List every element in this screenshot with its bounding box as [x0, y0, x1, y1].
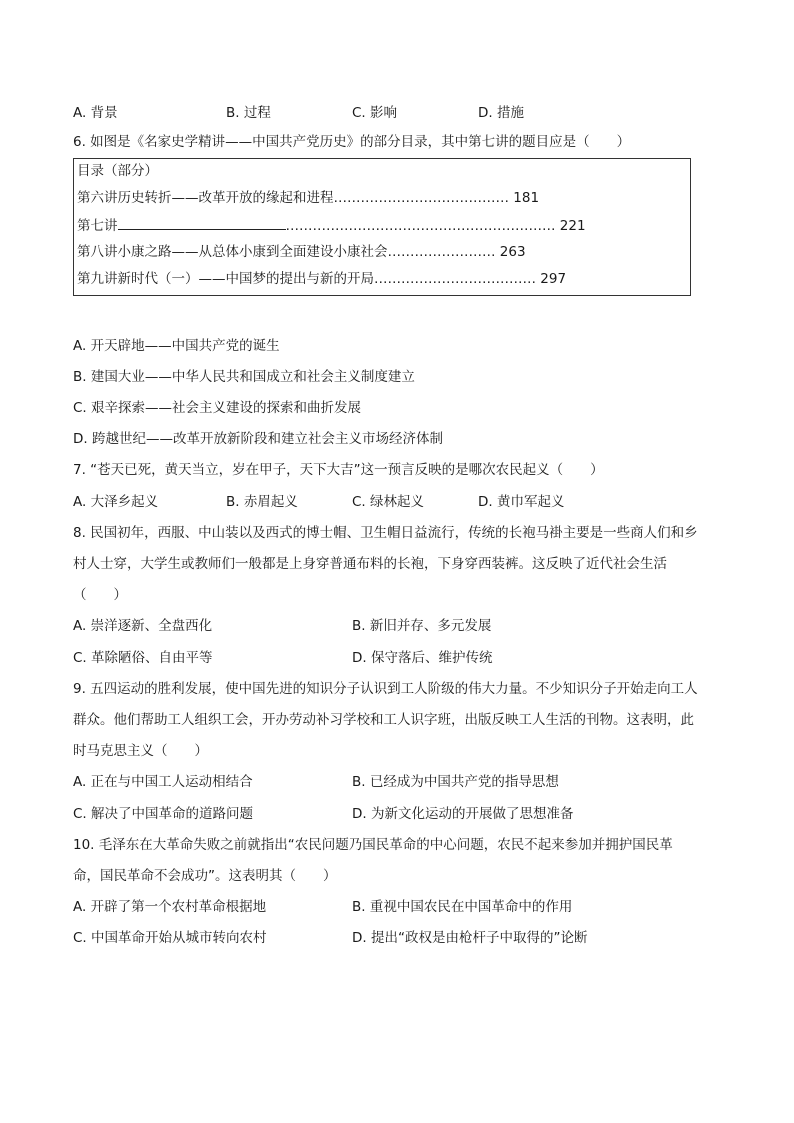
q6-stem: 6. 如图是《名家史学精讲——中国共产党历史》的部分目录，其中第七讲的题目应是（ ） — [73, 134, 631, 150]
q6-option-c: C. 艰辛探索——社会主义建设的探索和曲折发展 — [73, 400, 362, 416]
toc-line-8: 第八讲小康之路——从总体小康到全面建设小康社会…………………… 263 — [77, 244, 526, 260]
q5-option-b: B. 过程 — [226, 105, 271, 121]
toc-line-7-suffix: …………………………………………………… 221 — [285, 218, 586, 234]
toc-line-6: 第六讲历史转折——改革开放的缘起和进程………………………………… 181 — [77, 190, 540, 206]
q10-stem-line1: 10. 毛泽东在大革命失败之前就指出“农民问题乃国民革命的中心问题，农民不起来参加并拥护国民革 — [73, 837, 673, 853]
q9-option-b: B. 已经成为中国共产党的指导思想 — [352, 774, 559, 790]
q9-stem-line3: 时马克思主义（ ） — [73, 743, 208, 759]
q5-option-c: C. 影响 — [352, 105, 398, 121]
q6-option-b: B. 建国大业——中华人民共和国成立和社会主义制度建立 — [73, 369, 415, 385]
q8-option-d: D. 保守落后、维护传统 — [352, 650, 493, 666]
q8-option-b: B. 新旧并存、多元发展 — [352, 618, 492, 634]
q8-stem-line2: 村人士穿，大学生或教师们一般都是上身穿普通布料的长袍，下身穿西装裤。这反映了近代社会生活 — [73, 556, 667, 572]
q7-stem: 7. “苍天已死，黄天当立，岁在甲子，天下大吉”这一预言反映的是哪次农民起义（ ） — [73, 462, 604, 478]
q9-option-c: C. 解决了中国革命的道路问题 — [73, 806, 254, 822]
toc-line-9: 第九讲新时代（一）——中国梦的提出与新的开局……………………………… 297 — [77, 271, 567, 287]
q7-option-d: D. 黄巾军起义 — [478, 494, 565, 510]
q10-stem-line2: 命，国民革命不会成功”。这表明其（ ） — [73, 868, 337, 884]
q9-option-a: A. 正在与中国工人运动相结合 — [73, 774, 253, 790]
q5-option-d: D. 措施 — [478, 105, 524, 121]
q10-option-d: D. 提出“政权是由枪杆子中取得的”论断 — [352, 930, 588, 946]
toc-title: 目录（部分） — [77, 163, 158, 179]
q9-stem-line1: 9. 五四运动的胜利发展，使中国先进的知识分子认识到工人阶级的伟大力量。不少知识分子开始走向工人 — [73, 681, 698, 697]
q6-option-a: A. 开天辟地——中国共产党的诞生 — [73, 338, 280, 354]
q10-option-b: B. 重视中国农民在中国革命中的作用 — [352, 899, 573, 915]
q9-option-d: D. 为新文化运动的开展做了思想准备 — [352, 806, 574, 822]
answer-blank — [118, 216, 286, 230]
q10-option-c: C. 中国革命开始从城市转向农村 — [73, 930, 267, 946]
q7-option-b: B. 赤眉起义 — [226, 494, 298, 510]
q5-option-a: A. 背景 — [73, 105, 118, 121]
toc-line-7-prefix: 第七讲 — [77, 218, 118, 234]
q8-option-c: C. 革除陋俗、自由平等 — [73, 650, 213, 666]
q9-stem-line2: 群众。他们帮助工人组织工会，开办劳动补习学校和工人识字班，出版反映工人生活的刊物。这表明，此 — [73, 712, 694, 728]
q8-stem-line1: 8. 民国初年，西服、中山装以及西式的博士帽、卫生帽日益流行，传统的长袍马褂主要是一些商人们和乡 — [73, 525, 698, 541]
q6-option-d: D. 跨越世纪——改革开放新阶段和建立社会主义市场经济体制 — [73, 431, 443, 447]
q10-option-a: A. 开辟了第一个农村革命根据地 — [73, 899, 267, 915]
toc-table — [73, 158, 691, 296]
q7-option-c: C. 绿林起义 — [352, 494, 425, 510]
q8-stem-line3: （ ） — [73, 587, 127, 603]
toc-line-7 — [77, 216, 586, 235]
q7-option-a: A. 大泽乡起义 — [73, 494, 159, 510]
q8-option-a: A. 崇洋逐新、全盘西化 — [73, 618, 213, 634]
